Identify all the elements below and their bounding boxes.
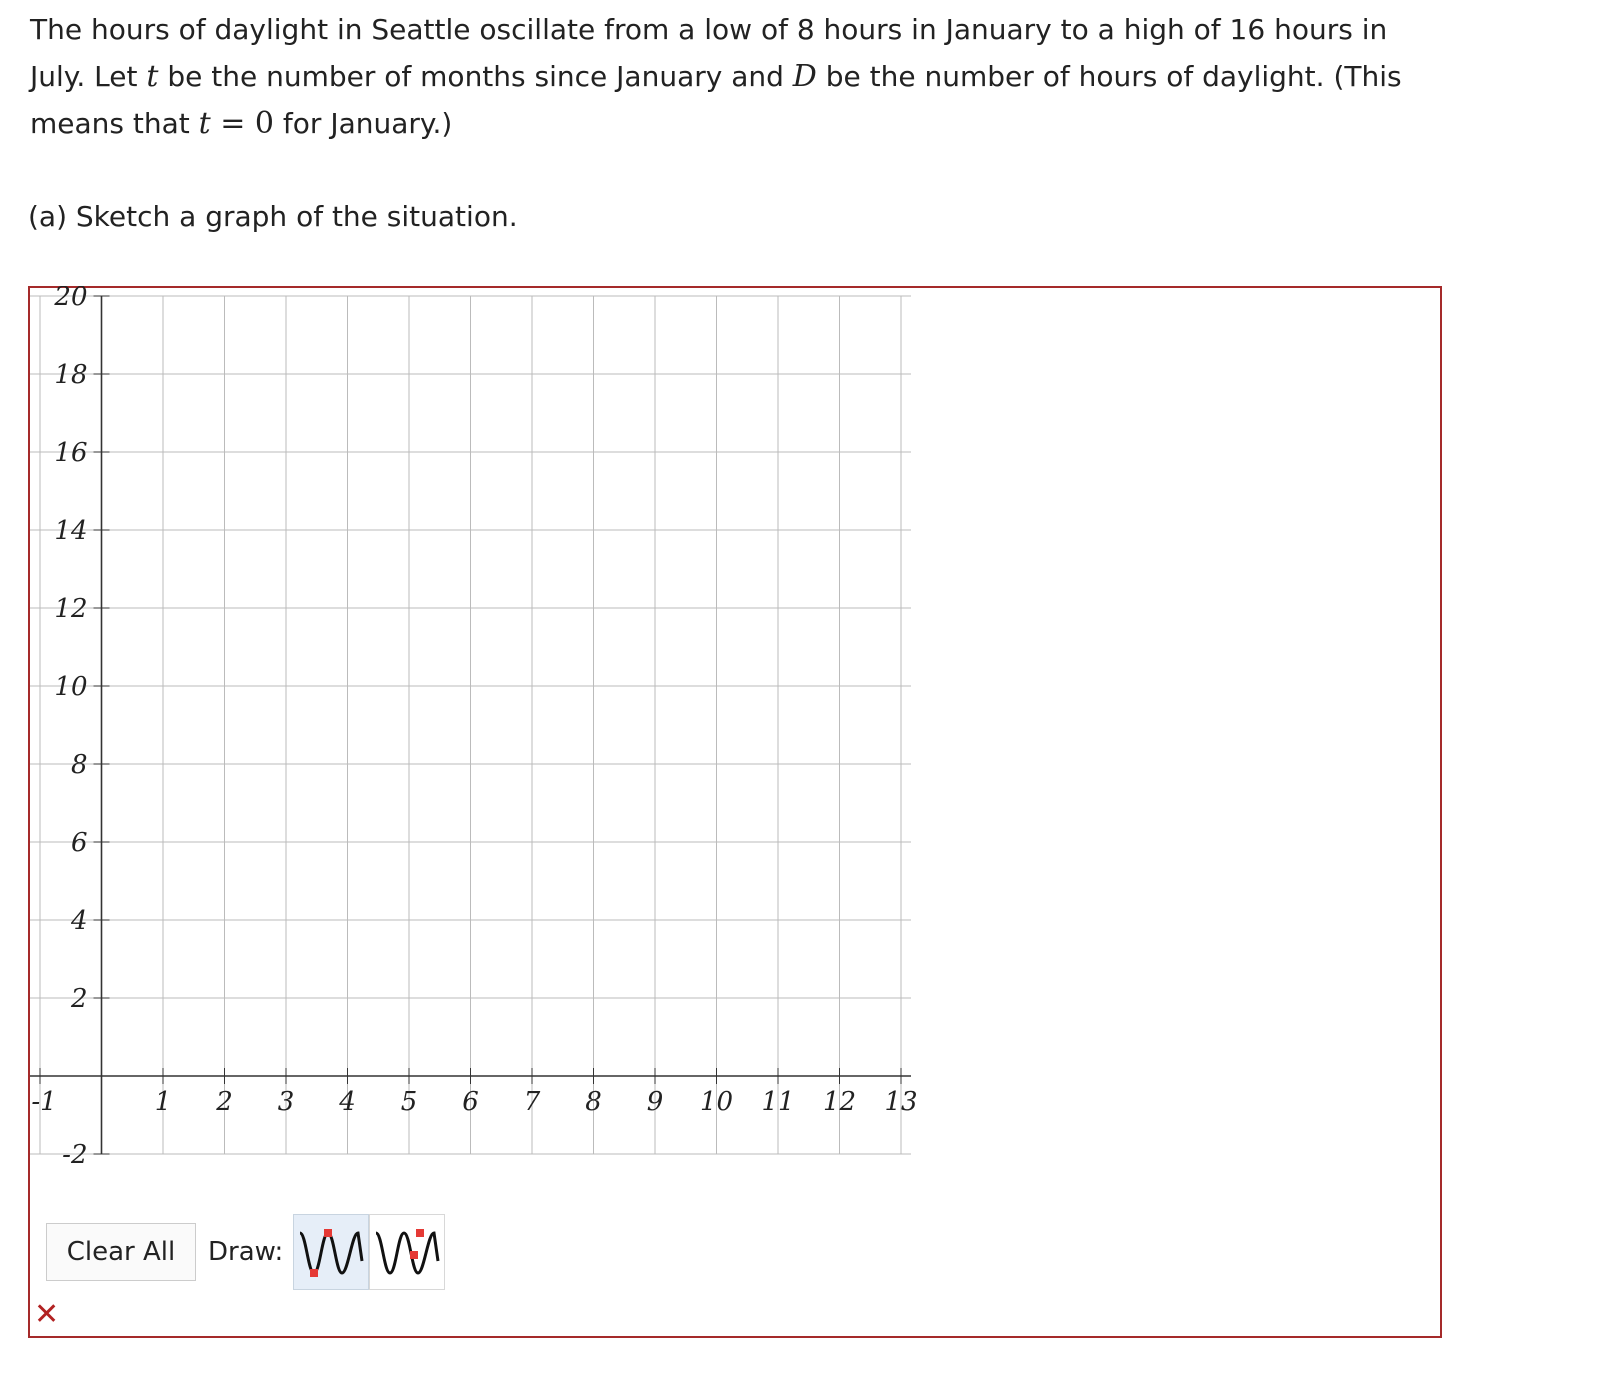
question-line-3-b: for January.) [274, 107, 453, 140]
y-tick-label: 16 [54, 438, 88, 468]
x-tick-label: 3 [277, 1087, 295, 1117]
question-line-3-a: means that [30, 107, 199, 140]
x-tick-label: 13 [884, 1087, 918, 1117]
y-tick-label: 14 [54, 516, 88, 546]
clear-all-button[interactable]: Clear All [46, 1223, 196, 1281]
question-line-1: The hours of daylight in Seattle oscillate from a low of 8 hours in January to a high of 16 hours in [30, 13, 1388, 46]
x-tick-label: 11 [761, 1087, 795, 1117]
y-tick-label: -2 [62, 1140, 88, 1166]
graph-canvas[interactable] [30, 286, 930, 1166]
x-tick-label: 1 [154, 1087, 172, 1117]
x-tick-label: 8 [585, 1087, 602, 1117]
question-line-2 [30, 53, 1450, 100]
y-tick-label: 4 [70, 906, 88, 936]
question-line-2-a: July. Let [30, 60, 147, 93]
incorrect-mark-icon: ✕ [34, 1297, 60, 1332]
question-text [30, 6, 1450, 147]
variable-d: D [792, 59, 817, 94]
x-tick-label: 5 [400, 1087, 418, 1117]
x-tick-label: 6 [462, 1087, 479, 1117]
question-line-2-b: be the number of months since January and [158, 60, 793, 93]
y-tick-label: 10 [54, 672, 88, 702]
x-tick-label: 9 [646, 1087, 664, 1117]
part-a-prompt: (a) Sketch a graph of the situation. [28, 200, 518, 233]
y-tick-label: 18 [54, 360, 88, 390]
x-tick-label: 10 [699, 1087, 734, 1117]
x-tick-label: 2 [216, 1087, 233, 1117]
graph-toolbar [46, 1214, 445, 1290]
y-tick-label: 6 [70, 828, 88, 858]
sine-wave-icon [296, 1217, 366, 1287]
variable-t: t [146, 59, 159, 94]
x-tick-label: 7 [523, 1087, 541, 1117]
draw-label: Draw: [208, 1237, 284, 1267]
sine-wave-alt-icon [372, 1217, 442, 1287]
equation-zero: = 0 [210, 106, 275, 141]
variable-t-2: t [198, 106, 211, 141]
sine-curve-tool-button[interactable] [293, 1214, 369, 1290]
question-line-2-c: be the number of hours of daylight. (This [816, 60, 1402, 93]
x-tick-label: 4 [339, 1087, 356, 1117]
y-tick-label: 2 [70, 984, 88, 1014]
y-tick-label: 8 [70, 750, 88, 780]
x-tick-label: -1 [31, 1087, 57, 1117]
x-tick-label: 12 [822, 1087, 857, 1117]
question-line-3 [30, 100, 1450, 147]
y-tick-label: 20 [54, 286, 88, 312]
y-tick-label: 12 [54, 594, 88, 624]
sine-curve-tool-alt-button[interactable] [369, 1214, 445, 1290]
